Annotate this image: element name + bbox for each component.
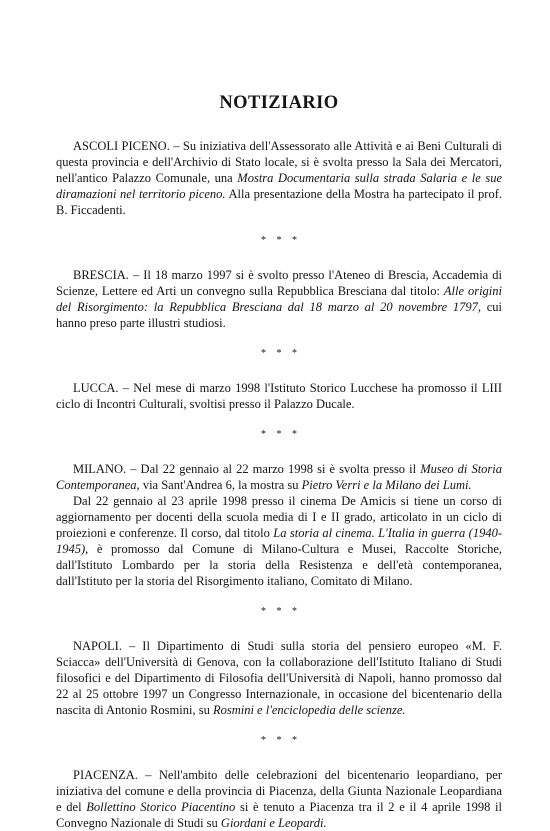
italic-title-text: Alle origini del Risorgimento: la Repubblica Bresciana dal 18 marzo al 20 novembre 1797,: [56, 284, 502, 314]
news-entry: [56, 461, 502, 589]
entry-paragraph: [56, 493, 502, 589]
italic-title-text: La storia al cinema. L'Italia in guerra (1940-1945),: [56, 526, 502, 556]
italic-title-text: Pietro Verri e la Milano dei Lumi.: [301, 478, 472, 492]
body-text: PIACENZA. – Nell'ambito delle celebrazioni del bicentenario leopardiano, per iniziativa del comune e della provincia di Piacenza, della Giunta Nazionale Leopardiana e del: [56, 768, 502, 814]
news-entry: [56, 267, 502, 331]
page-title: NOTIZIARIO: [219, 93, 339, 113]
news-entry: [56, 380, 502, 412]
body-text: cui hanno preso parte illustri studiosi.: [56, 300, 502, 330]
italic-title-text: Museo di Storia Contemporanea,: [56, 462, 503, 492]
entry-paragraph: [56, 267, 502, 331]
body-text: si è tenuto a Piacenza tra il 2 e il 4 aprile 1998 il Convegno Nazionale di Studi su: [56, 800, 502, 830]
section-separator: * * *: [261, 606, 301, 617]
news-entry: [56, 138, 502, 218]
entry-paragraph: [56, 138, 502, 218]
body-text: NAPOLI. – Il Dipartimento di Studi sulla storia del pensiero europeo «M. F. Sciacca» dell'Università di Genova, con la collaborazione dell'Istituto Italiano di Studi filosofici e del Dipartimento di Filosofia dell'Università di Napoli, hanno promosso dal 22 al 25 ottobre 1997 un Congresso Internazionale, in occasione del bicentenario della nascita di Antonio Rosmini, su: [56, 639, 502, 717]
entry-paragraph: [56, 380, 502, 412]
body-text: Alla presentazione della Mostra ha partecipato il prof. B. Ficcadenti.: [56, 187, 502, 217]
italic-title-text: Bollettino Storico Piacentino: [86, 800, 236, 814]
section-separator: * * *: [261, 735, 301, 746]
section-separator: * * *: [261, 348, 301, 359]
body-text: LUCCA. – Nel mese di marzo 1998 l'Istituto Storico Lucchese ha promosso il LIII ciclo di Incontri Culturali, svoltisi presso il Palazzo Ducale.: [56, 381, 502, 411]
news-entry: [56, 767, 502, 831]
body-text: BRESCIA. – Il 18 marzo 1997 si è svolto presso l'Ateneo di Brescia, Accademia di Scienze, Lettere ed Arti un convegno sulla Repubblica Bresciana dal titolo:: [56, 268, 502, 298]
body-text: via Sant'Andrea 6, la mostra su: [139, 478, 302, 492]
body-text: ASCOLI PICENO. – Su iniziativa dell'Assessorato alle Attività e ai Beni Culturali di questa provincia e dell'Archivio di Stato locale, si è svolta presso la Sala dei Mercatori, nell'antico Palazzo Comunale, una: [56, 139, 502, 185]
entry-paragraph: [56, 638, 502, 718]
body-text: MILANO. – Dal 22 gennaio al 22 marzo 1998 si è svolta presso il: [73, 462, 421, 476]
news-entries: [56, 138, 502, 831]
body-text: Dal 22 gennaio al 23 aprile 1998 presso il cinema De Amicis si tiene un corso di aggiornamento per docenti della scuola media di I e II grado, articolato in un ciclo di proiezioni e conferenze. Il corso, dal titolo: [56, 494, 502, 540]
italic-title-text: Mostra Documentaria sulla strada Salaria e le sue diramazioni nel territorio piceno.: [56, 171, 502, 201]
italic-title-text: Giordani e Leopardi.: [220, 816, 327, 830]
section-separator: * * *: [261, 429, 301, 440]
section-separator: * * *: [261, 235, 301, 246]
italic-title-text: Rosmini e l'enciclopedia delle scienze.: [212, 703, 406, 717]
entry-paragraph: [56, 461, 502, 493]
news-entry: [56, 638, 502, 718]
body-text: è promosso dal Comune di Milano-Cultura e Musei, Raccolte Storiche, dall'Istituto Lombardo per la storia della Resistenza e dell'età contemporanea, dall'Istituto per la storia del Risorgimento italiano, Comitato di Milano.: [56, 542, 502, 588]
entry-paragraph: [56, 767, 502, 831]
